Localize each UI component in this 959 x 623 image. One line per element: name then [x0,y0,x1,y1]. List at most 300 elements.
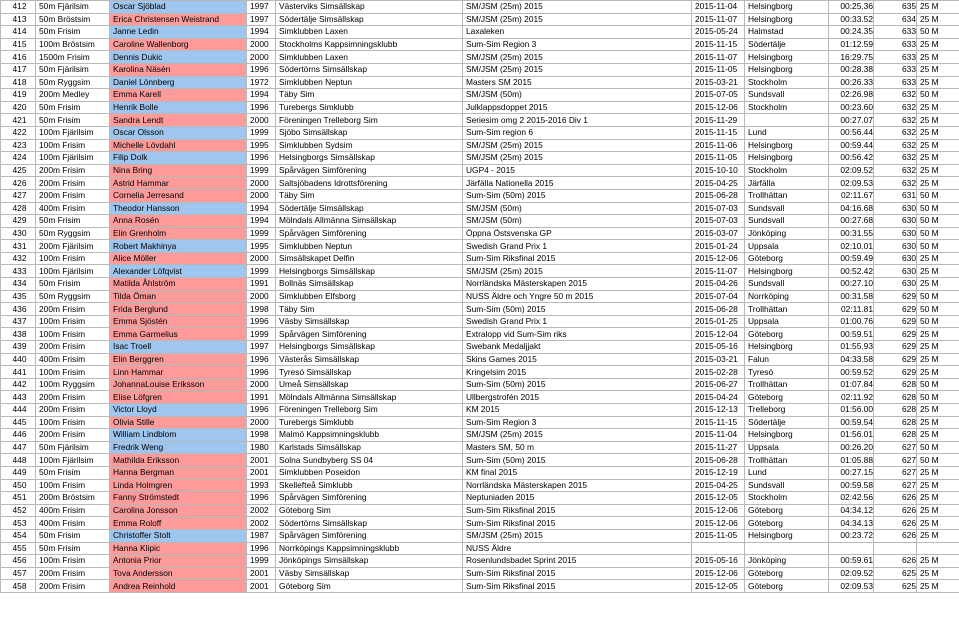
rank-cell: 458 [1,580,36,593]
city-cell: Uppsala [745,441,829,454]
event-cell: 200m Frisim [36,429,110,442]
date-cell: 2015-12-06 [692,504,745,517]
date-cell: 2015-12-05 [692,580,745,593]
table-row [1,416,959,429]
rank-cell: 433 [1,265,36,278]
table-row [1,189,959,202]
event-cell: 50m Frisim [36,101,110,114]
rank-cell: 424 [1,152,36,165]
swimmer-name-cell: Astrid Hammar [110,177,247,190]
competition-cell: Neptuniaden 2015 [463,492,692,505]
birth-year-cell: 2001 [247,567,276,580]
table-row [1,265,959,278]
pool-length-cell: 25 M [917,101,959,114]
swimmer-name-cell: Tilda Öman [110,290,247,303]
date-cell: 2015-04-26 [692,278,745,291]
rank-cell: 412 [1,1,36,14]
swimmer-name-cell: Janne Ledin [110,26,247,39]
points-cell: 627 [874,454,917,467]
pool-length-cell: 50 M [917,303,959,316]
city-cell: Stockholm [745,164,829,177]
club-cell: Södertälje Simsällskap [276,202,463,215]
points-cell: 628 [874,404,917,417]
time-cell: 01:56.00 [829,404,874,417]
table-row [1,378,959,391]
date-cell: 2015-12-06 [692,101,745,114]
swimmer-name-cell: Karolina Näsén [110,63,247,76]
table-row [1,353,959,366]
competition-cell: Laxaleken [463,26,692,39]
birth-year-cell: 1980 [247,441,276,454]
swimmer-name-cell: Matilda Åhlström [110,278,247,291]
club-cell: Turebergs Simklubb [276,416,463,429]
swimmer-name-cell: Emma Garmelius [110,328,247,341]
points-cell: 632 [874,101,917,114]
birth-year-cell: 1996 [247,63,276,76]
city-cell: Stockholm [745,492,829,505]
points-cell: 628 [874,378,917,391]
city-cell: Trollhättan [745,378,829,391]
birth-year-cell: 1996 [247,101,276,114]
time-cell [829,542,874,555]
birth-year-cell: 1994 [247,202,276,215]
swimmer-name-cell: Mathilda Eriksson [110,454,247,467]
swimmer-name-cell: JohannaLouise Eriksson [110,378,247,391]
swimmer-name-cell: Frida Berglund [110,303,247,316]
competition-cell: Masters SM 2015 [463,76,692,89]
club-cell: Väsby Simsällskap [276,567,463,580]
swimmer-name-cell: Dennis Dukic [110,51,247,64]
rank-cell: 435 [1,290,36,303]
swimmer-name-cell: Isac Troell [110,341,247,354]
city-cell: Uppsala [745,315,829,328]
birth-year-cell: 1994 [247,215,276,228]
club-cell: Täby Sim [276,303,463,316]
competition-cell: Skins Games 2015 [463,353,692,366]
competition-cell: KM 2015 [463,404,692,417]
time-cell: 00:27.07 [829,114,874,127]
birth-year-cell: 1997 [247,1,276,14]
swimmer-name-cell: Daniel Lönnberg [110,76,247,89]
club-cell: Södertälje Simsällskap [276,13,463,26]
event-cell: 200m Frisim [36,303,110,316]
swimmer-name-cell: Henrik Bolle [110,101,247,114]
table-row [1,404,959,417]
pool-length-cell: 25 M [917,139,959,152]
rank-cell: 455 [1,542,36,555]
date-cell: 2015-12-19 [692,466,745,479]
event-cell: 50m Frisim [36,529,110,542]
pool-length-cell: 25 M [917,404,959,417]
rank-cell: 451 [1,492,36,505]
pool-length-cell: 25 M [917,252,959,265]
pool-length-cell: 25 M [917,517,959,530]
city-cell: Trollhättan [745,454,829,467]
club-cell: Väsby Simsällskap [276,315,463,328]
points-cell: 628 [874,416,917,429]
city-cell: Helsingborg [745,529,829,542]
competition-cell: Sum-Sim Riksfinal 2015 [463,567,692,580]
time-cell: 01:56.01 [829,429,874,442]
rank-cell: 418 [1,76,36,89]
competition-cell: SM/JSM (25m) 2015 [463,265,692,278]
city-cell: Trelleborg [745,404,829,417]
swimmer-name-cell: Emma Sjöstén [110,315,247,328]
swimmer-name-cell: Antonia Prior [110,555,247,568]
points-cell: 632 [874,126,917,139]
rank-cell: 444 [1,404,36,417]
points-cell: 633 [874,51,917,64]
club-cell: Föreningen Trelleborg Sim [276,404,463,417]
swimmer-name-cell: Alice Möller [110,252,247,265]
event-cell: 100m Fjärilsim [36,126,110,139]
points-cell: 630 [874,227,917,240]
city-cell: Göteborg [745,391,829,404]
birth-year-cell: 2000 [247,252,276,265]
table-row [1,101,959,114]
city-cell: Lund [745,466,829,479]
city-cell: Helsingborg [745,13,829,26]
date-cell: 2015-06-28 [692,189,745,202]
city-cell: Helsingborg [745,1,829,14]
swimmer-name-cell: Emma Karell [110,89,247,102]
city-cell: Helsingborg [745,429,829,442]
birth-year-cell: 2000 [247,416,276,429]
table-row [1,139,959,152]
city-cell: Norrköping [745,290,829,303]
birth-year-cell: 1991 [247,391,276,404]
birth-year-cell: 2000 [247,290,276,303]
time-cell: 02:11.81 [829,303,874,316]
club-cell: Bollnäs Simsällskap [276,278,463,291]
event-cell: 100m Fjärilsim [36,152,110,165]
pool-length-cell: 50 M [917,290,959,303]
city-cell: Jönköping [745,555,829,568]
rank-cell: 420 [1,101,36,114]
table-row [1,517,959,530]
birth-year-cell: 2002 [247,517,276,530]
date-cell: 2015-11-05 [692,529,745,542]
birth-year-cell: 1996 [247,492,276,505]
points-cell: 632 [874,114,917,127]
event-cell: 50m Fjärilsim [36,63,110,76]
event-cell: 200m Frisim [36,580,110,593]
club-cell: Skellefteå Simklubb [276,479,463,492]
birth-year-cell: 1997 [247,341,276,354]
rank-cell: 415 [1,38,36,51]
points-cell: 633 [874,26,917,39]
event-cell: 400m Frisim [36,353,110,366]
competition-cell: Seriesim omg 2 2015-2016 Div 1 [463,114,692,127]
birth-year-cell: 1999 [247,555,276,568]
event-cell: 100m Ryggsim [36,378,110,391]
rank-cell: 450 [1,479,36,492]
competition-cell: Sum-Sim Region 3 [463,38,692,51]
pool-length-cell [917,542,959,555]
pool-length-cell: 25 M [917,466,959,479]
points-cell: 630 [874,252,917,265]
table-row [1,240,959,253]
club-cell: Stockholms Kappsimningsklubb [276,38,463,51]
competition-cell: Rosenlundsbadet Sprint 2015 [463,555,692,568]
club-cell: Göteborg Sim [276,580,463,593]
table-row [1,152,959,165]
rank-cell: 436 [1,303,36,316]
time-cell: 00:24.35 [829,26,874,39]
city-cell: Jönköping [745,227,829,240]
rank-cell: 421 [1,114,36,127]
date-cell: 2015-12-06 [692,252,745,265]
event-cell: 200m Frisim [36,404,110,417]
time-cell: 02:42.56 [829,492,874,505]
birth-year-cell: 2001 [247,580,276,593]
points-cell: 625 [874,567,917,580]
table-row [1,1,959,14]
swimmer-name-cell: Anna Rosén [110,215,247,228]
event-cell: 100m Frisim [36,555,110,568]
event-cell: 50m Frisim [36,26,110,39]
table-row [1,328,959,341]
points-cell: 627 [874,466,917,479]
points-cell: 628 [874,391,917,404]
birth-year-cell: 1996 [247,404,276,417]
pool-length-cell: 25 M [917,341,959,354]
event-cell: 50m Frisim [36,542,110,555]
points-cell: 629 [874,328,917,341]
birth-year-cell: 1997 [247,13,276,26]
table-row [1,567,959,580]
club-cell: Södertörns Simsällskap [276,517,463,530]
time-cell: 04:34.13 [829,517,874,530]
club-cell: Spårvägen Simförening [276,227,463,240]
points-cell: 626 [874,504,917,517]
date-cell: 2015-11-27 [692,441,745,454]
date-cell: 2015-03-07 [692,227,745,240]
date-cell: 2015-11-15 [692,416,745,429]
competition-cell: Sum-Sim (50m) 2015 [463,378,692,391]
points-cell: 625 [874,580,917,593]
table-row [1,227,959,240]
competition-cell: Sum-Sim (50m) 2015 [463,303,692,316]
event-cell: 100m Bröstsim [36,38,110,51]
date-cell: 2015-12-04 [692,328,745,341]
rank-cell: 426 [1,177,36,190]
pool-length-cell: 50 M [917,441,959,454]
birth-year-cell: 1999 [247,126,276,139]
birth-year-cell: 2001 [247,454,276,467]
club-cell: Mölndals Allmänna Simsällskap [276,215,463,228]
event-cell: 50m Frisim [36,466,110,479]
birth-year-cell: 1996 [247,542,276,555]
swimmer-name-cell: Emma Roloff [110,517,247,530]
date-cell: 2015-04-25 [692,177,745,190]
points-cell: 629 [874,341,917,354]
club-cell: Simklubben Neptun [276,76,463,89]
rank-cell: 457 [1,567,36,580]
event-cell: 50m Frisim [36,278,110,291]
time-cell: 00:26.33 [829,76,874,89]
points-cell: 631 [874,189,917,202]
points-cell: 628 [874,429,917,442]
rank-cell: 425 [1,164,36,177]
table-row [1,290,959,303]
birth-year-cell: 1999 [247,164,276,177]
date-cell: 2015-07-03 [692,202,745,215]
swimmer-name-cell: Christoffer Stolt [110,529,247,542]
table-row [1,202,959,215]
points-cell: 627 [874,479,917,492]
swimmer-name-cell: Linn Hammar [110,366,247,379]
pool-length-cell: 25 M [917,492,959,505]
swimmer-name-cell: Elise Löfgren [110,391,247,404]
time-cell: 00:28.38 [829,63,874,76]
swimmer-name-cell: Cornelia Jerresand [110,189,247,202]
club-cell: Södertörns Simsällskap [276,63,463,76]
pool-length-cell: 50 M [917,215,959,228]
rank-cell: 446 [1,429,36,442]
competition-cell: Norrländska Mästerskapen 2015 [463,278,692,291]
points-cell: 632 [874,164,917,177]
competition-cell: Sum-Sim Riksfinal 2015 [463,517,692,530]
rank-cell: 448 [1,454,36,467]
rank-cell: 416 [1,51,36,64]
club-cell: Täby Sim [276,89,463,102]
swimmer-name-cell: Victor Lloyd [110,404,247,417]
pool-length-cell: 50 M [917,315,959,328]
event-cell: 50m Ryggsim [36,227,110,240]
city-cell: Sundsvall [745,89,829,102]
pool-length-cell: 50 M [917,454,959,467]
table-row [1,454,959,467]
date-cell: 2015-11-07 [692,13,745,26]
time-cell: 01:55.93 [829,341,874,354]
club-cell: Jönköpings Simsällskap [276,555,463,568]
birth-year-cell: 1995 [247,240,276,253]
event-cell: 100m Frisim [36,139,110,152]
table-row [1,63,959,76]
rank-cell: 442 [1,378,36,391]
rank-cell: 453 [1,517,36,530]
time-cell: 00:59.61 [829,555,874,568]
date-cell: 2015-11-04 [692,1,745,14]
points-cell: 634 [874,13,917,26]
event-cell: 1500m Frisim [36,51,110,64]
pool-length-cell: 25 M [917,164,959,177]
club-cell: Turebergs Simklubb [276,101,463,114]
club-cell: Spårvägen Simförening [276,328,463,341]
city-cell: Göteborg [745,252,829,265]
birth-year-cell: 1999 [247,328,276,341]
birth-year-cell: 2000 [247,189,276,202]
table-row [1,580,959,593]
swimmer-name-cell: Fanny Strömstedt [110,492,247,505]
table-row [1,341,959,354]
table-row [1,504,959,517]
pool-length-cell: 25 M [917,328,959,341]
competition-cell: SM/JSM (50m) [463,215,692,228]
points-cell: 626 [874,555,917,568]
rank-cell: 429 [1,215,36,228]
date-cell: 2015-11-15 [692,126,745,139]
competition-cell: Ullbergstrofén 2015 [463,391,692,404]
date-cell: 2015-01-25 [692,315,745,328]
swimmer-name-cell: William Lindblom [110,429,247,442]
club-cell: Simklubben Poseidon [276,466,463,479]
event-cell: 100m Frisim [36,366,110,379]
swimmer-name-cell: Filip Dolk [110,152,247,165]
swimmer-name-cell: Elin Grenholm [110,227,247,240]
table-row [1,114,959,127]
points-cell: 632 [874,139,917,152]
club-cell: Simklubben Neptun [276,240,463,253]
pool-length-cell: 25 M [917,76,959,89]
time-cell: 02:09.52 [829,567,874,580]
date-cell: 2015-02-28 [692,366,745,379]
rank-cell: 440 [1,353,36,366]
club-cell: Spårvägen Simförening [276,529,463,542]
club-cell: Umeå Simsällskap [276,378,463,391]
date-cell: 2015-11-04 [692,429,745,442]
pool-length-cell: 25 M [917,567,959,580]
pool-length-cell: 25 M [917,38,959,51]
date-cell: 2015-11-06 [692,139,745,152]
date-cell: 2015-04-24 [692,391,745,404]
swimmer-name-cell: Hanna Bergman [110,466,247,479]
city-cell: Lund [745,126,829,139]
time-cell: 00:25.36 [829,1,874,14]
rank-cell: 423 [1,139,36,152]
table-row [1,391,959,404]
club-cell: Föreningen Trelleborg Sim [276,114,463,127]
competition-cell: SM/JSM (25m) 2015 [463,63,692,76]
birth-year-cell: 1998 [247,429,276,442]
date-cell: 2015-06-27 [692,378,745,391]
birth-year-cell: 1991 [247,278,276,291]
pool-length-cell: 25 M [917,366,959,379]
points-cell: 630 [874,202,917,215]
date-cell: 2015-05-16 [692,555,745,568]
competition-cell: SM/JSM (25m) 2015 [463,139,692,152]
competition-cell: Sum-Sim Riksfinal 2015 [463,580,692,593]
points-cell: 630 [874,215,917,228]
pool-length-cell: 25 M [917,504,959,517]
competition-cell: Julklappsdoppet 2015 [463,101,692,114]
event-cell: 200m Frisim [36,341,110,354]
event-cell: 50m Frisim [36,114,110,127]
birth-year-cell: 2002 [247,504,276,517]
event-cell: 100m Fjärilsim [36,454,110,467]
birth-year-cell: 1994 [247,26,276,39]
club-cell: Spårvägen Simförening [276,492,463,505]
date-cell: 2015-06-28 [692,454,745,467]
rank-cell: 417 [1,63,36,76]
table-row [1,479,959,492]
club-cell: Helsingborgs Simsällskap [276,152,463,165]
points-cell: 626 [874,492,917,505]
time-cell: 02:09.53 [829,177,874,190]
rank-cell: 447 [1,441,36,454]
rank-cell: 449 [1,466,36,479]
time-cell: 00:27.15 [829,466,874,479]
pool-length-cell: 25 M [917,177,959,190]
time-cell: 01:12.59 [829,38,874,51]
city-cell: Sundsvall [745,215,829,228]
city-cell: Tyresö [745,366,829,379]
club-cell: Sjöbo Simsällskap [276,126,463,139]
pool-length-cell: 50 M [917,240,959,253]
swimmer-name-cell: Sandra Lendt [110,114,247,127]
event-cell: 100m Frisim [36,416,110,429]
